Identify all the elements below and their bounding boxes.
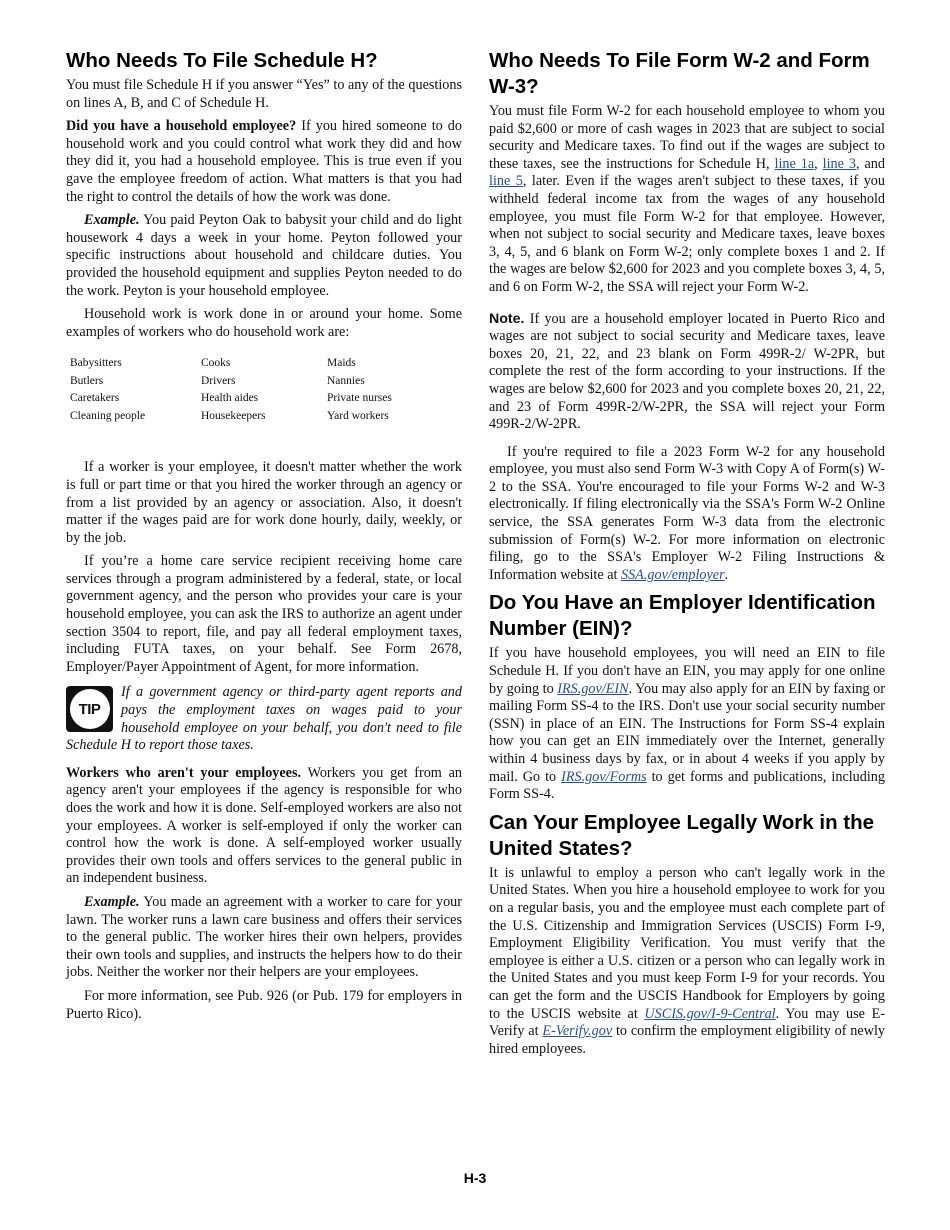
household-workers-table xyxy=(70,355,392,425)
schedule-h-intro: You must file Schedule H if you answer “Yes” to any of the questions on lines A, B, and C of Schedule H. xyxy=(66,77,462,111)
tip-box xyxy=(66,684,462,754)
legal-work-paragraph: It is unlawful to employ a person who can't legally work in the United States. When you hire a household employee to work for you on a regular basis, you and the employee must each complete part of the U.S. Citizenship and Immigration Services (USCIS) Form I-9, Employment Eligibility Verification. You must verify that the employee is either a U.S. citizen or a person who can legally work in the United States and you must keep Form I-9 for your records. You can get the form and the USCIS Handbook for Employers by going to the USCIS website at USCIS.gov/I-9-Central. You may use E-Verify at E-Verify.gov to confirm the employment eligibility of newly hired employees. xyxy=(489,864,885,1057)
example-label: Example. xyxy=(84,212,140,229)
heading-ein: Do You Have an Employer Identification Number (EIN)? xyxy=(489,591,876,641)
table-row: Butlers Drivers Nannies xyxy=(70,374,365,387)
heading-legally-work: Can Your Employee Legally Work in the United States? xyxy=(489,810,875,860)
runin-household-employee: Did you have a household employee? xyxy=(66,118,297,135)
home-care-paragraph: If you’re a home care service recipient receiving home care services through a program administered by a federal, state, or local government agency, and the person who provides your care is your household employee, you can ask the IRS to authorize an agent under section 3504 to report, file, and pay all federal employment taxes, including FUTA taxes, on your behalf. See Form 2678, Employer/Payer Appointment of Agent, for more information. xyxy=(66,553,462,675)
more-info-paragraph: For more information, see Pub. 926 (or Pub. 179 for employers in Puerto Rico). xyxy=(66,987,462,1022)
heading-who-files-schedule-h: Who Needs To File Schedule H? xyxy=(66,49,378,72)
table-row: Caretakers Health aides Private nurses xyxy=(70,392,392,405)
left-column xyxy=(66,44,462,1029)
worker-employee-paragraph: If a worker is your employee, it doesn't matter whether the work is full or part time or that you hired the worker through an agency or from a list provided by an agency or association. Also, it doesn't matter if the wages paid are for work done hourly, daily, weekly, or by the job. xyxy=(66,459,462,546)
right-column xyxy=(489,44,885,1064)
tip-icon xyxy=(66,686,113,732)
link-uscis-i9[interactable]: USCIS.gov/I-9-Central xyxy=(644,1005,776,1022)
link-e-verify[interactable]: E-Verify.gov xyxy=(542,1023,613,1040)
page-number: H-3 xyxy=(463,1170,487,1186)
link-line-5[interactable]: line 5 xyxy=(489,173,523,190)
heading-who-files-w2-w3: Who Needs To File Form W-2 and Form W-3? xyxy=(489,49,870,98)
note-label: Note. xyxy=(489,310,525,327)
runin-non-employees: Workers who aren't your employees. xyxy=(66,764,302,781)
w2-requirement-paragraph: You must file Form W-2 for each household employee to whom you paid $2,600 or more of cash wages in 2023 that are subject to social security and Medicare taxes. To find out if the wages are subject to these taxes, see the instructions for Schedule H, line 1a, line 3, and line 5, later. Even if the wages aren't subject to these taxes, if you withheld federal income tax from the wages of any household employee, you must file Form W-2 for that employee. However, when not subject to social security and Medicare taxes, leave boxes 3, 4, 5, and 6 blank on Form W-2; only complete boxes 1 and 2. If the wages are below $2,600 for 2023 and you complete boxes 3, 4, 5, and 6 on Form W-2, the SSA will reject your Form W-2. xyxy=(489,103,885,295)
puerto-rico-note: Note. If you are a household employer located in Puerto Rico and wages are not subject to social security and Medicare taxes, leave boxes 20, 21, 22, and 23 blank on Form 499R-2/ W-2PR, but complete the rest of the form according to your instructions. If the wages are below $2,600 for 2023 and you complete boxes 20, 21, 22, and 23 of Form 499R-2/W-2PR, the SSA will reject your Form 499R-2/W-2PR. xyxy=(489,310,885,433)
w3-paragraph: If you're required to file a 2023 Form W-2 for any household employee, you must also send Form W-3 with Copy A of Form(s) W-2 to the SSA. You're encouraged to file your Forms W-2 and W-3 electronically. If filing electronically via the SSA's Form W-2 Online service, the SSA generates Form W-3 data from the electronic submission of Form(s) W-2. For more information on electronic filing, go to the SSA's Employer W-2 Filing Instructions & Information website at SSA.gov/employer. xyxy=(489,443,885,583)
table-row: Cleaning people Housekeepers Yard workers xyxy=(70,409,389,422)
example-peyton-paragraph: Example. You paid Peyton Oak to babysit your child and do light housework 4 days a week in your home. Peyton followed your specific instructions about household and childcare duties. You provided the household equipment and supplies Peyton needed to do the work. Peyton is your household employee. xyxy=(66,212,462,299)
link-irs-forms[interactable]: IRS.gov/Forms xyxy=(561,768,647,785)
link-line-1a[interactable]: line 1a xyxy=(774,155,815,172)
household-work-paragraph: Household work is work done in or around your home. Some examples of workers who do household work are: xyxy=(66,306,462,340)
link-irs-ein[interactable]: IRS.gov/EIN xyxy=(557,680,629,697)
non-employees-paragraph: Workers who aren't your employees. Workers you get from an agency aren't your employees if the agency is responsible for who does the work and how it is done. Self-employed workers are also not your employees. A worker is self-employed if only the worker can control how the work is done. A self-employed worker usually provides their own tools and offers services to the general public in an independent business. xyxy=(66,764,462,887)
tip-label: TIP xyxy=(70,689,110,729)
example-label: Example. xyxy=(84,893,140,910)
link-ssa-employer[interactable]: SSA.gov/employer xyxy=(620,566,725,583)
example-lawn-paragraph: Example. You made an agreement with a worker to care for your lawn. The worker runs a lawn care business and offers their services to the general public. The worker hires their own helpers, provides their own tools and supplies, and instructs the helpers how to do their jobs. Neither the worker nor their helpers are your employees. xyxy=(66,893,462,981)
ein-paragraph: If you have household employees, you will need an EIN to file Schedule H. If you don't have an EIN, you may apply for one online by going to IRS.gov/EIN. You may also apply for an EIN by faxing or mailing Form SS-4 to the IRS. Don't use your social security number (SSN) in place of an EIN. The Instructions for Form SS-4 explain how you can get an EIN immediately over the Internet, generally within 4 business days by fax, or in about 4 weeks if you apply by mail. Go to IRS.gov/Forms to get forms and publications, including Form SS-4. xyxy=(489,645,886,803)
tip-text: If a government agency or third-party agent reports and pays the employment taxes on wages paid to your household employee on your behalf, you don't need to file Schedule H to report those taxes. xyxy=(66,684,462,754)
link-line-3[interactable]: line 3 xyxy=(822,155,856,172)
table-row: Babysitters Cooks Maids xyxy=(70,357,356,370)
household-employee-paragraph: Did you have a household employee? If you hired someone to do household work and you could control what work they did and how they did it, you had a household employee. This is true even if you gave the employee freedom of action. What matters is that you had the right to control the details of how the work was done. xyxy=(66,118,462,205)
